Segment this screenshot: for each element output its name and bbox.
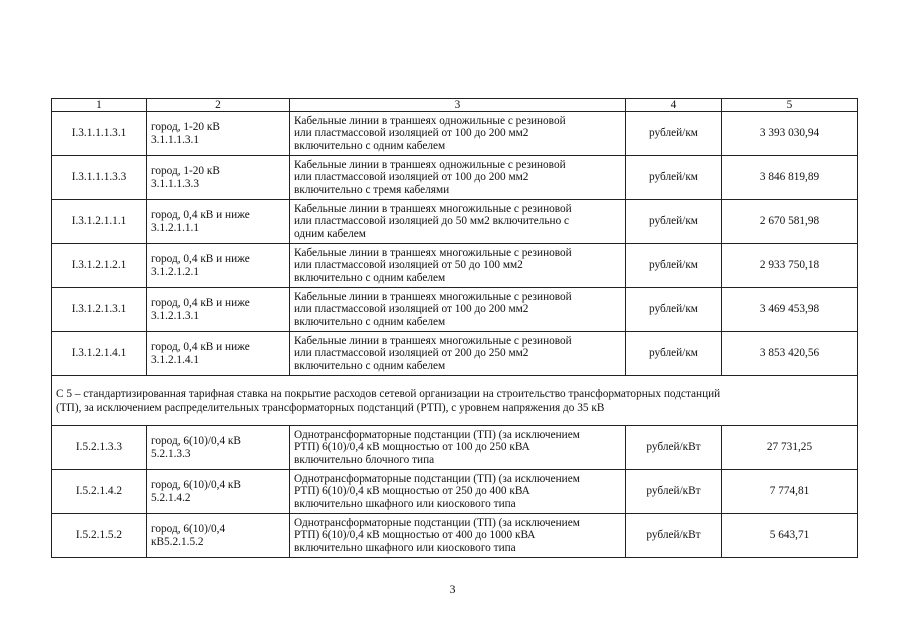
rate-value: 3 846 819,89 — [722, 156, 858, 200]
rate-code: I.3.1.1.1.3.3 — [52, 156, 147, 200]
rate-value: 3 393 030,94 — [722, 112, 858, 156]
page-number: 3 — [449, 582, 456, 596]
rate-code: I.3.1.2.1.2.1 — [52, 244, 147, 288]
location-line: 3.1.1.1.3.1 — [151, 133, 200, 146]
rate-value: 3 469 453,98 — [722, 288, 858, 332]
table-row — [52, 470, 858, 514]
column-number: 3 — [290, 99, 626, 112]
description-line: Кабельные линии в траншеях многожильные с резиновой — [294, 246, 572, 259]
line-description — [290, 332, 626, 376]
rate-code: I.5.2.1.3.3 — [52, 426, 147, 470]
table-row — [52, 156, 858, 200]
location-voltage — [147, 112, 290, 156]
description-line: Однотрансформаторные подстанции (ТП) (за исключением — [294, 516, 580, 529]
unit-of-measure: рублей/км — [626, 200, 722, 244]
description-line: включительно шкафного или киоскового типа — [294, 541, 516, 554]
location-line: кВ5.2.1.5.2 — [151, 535, 204, 548]
rate-value: 2 933 750,18 — [722, 244, 858, 288]
rate-value: 27 731,25 — [722, 426, 858, 470]
location-voltage — [147, 426, 290, 470]
rate-value: 3 853 420,56 — [722, 332, 858, 376]
description-line: включительно шкафного или киоскового типа — [294, 497, 516, 510]
tariff-table — [51, 98, 858, 558]
location-line: 3.1.2.1.4.1 — [151, 353, 200, 366]
table-row — [52, 426, 858, 470]
location-voltage — [147, 244, 290, 288]
description-line: или пластмассовой изоляцией от 100 до 200 мм2 — [294, 171, 529, 184]
unit-of-measure: рублей/км — [626, 112, 722, 156]
location-voltage — [147, 156, 290, 200]
location-line: город, 6(10)/0,4 — [151, 523, 226, 536]
section-header-line: С 5 – стандартизированная тарифная ставка на покрытие расходов сетевой организации на строительство трансформаторных подстанций — [56, 387, 721, 400]
location-line: 3.1.2.1.2.1 — [151, 265, 200, 278]
rate-code: I.3.1.2.1.1.1 — [52, 200, 147, 244]
description-line: Кабельные линии в траншеях многожильные с резиновой — [294, 202, 572, 215]
unit-of-measure: рублей/кВт — [626, 426, 722, 470]
line-description — [290, 470, 626, 514]
description-line: РТП) 6(10)/0,4 кВ мощностью от 250 до 400 кВА — [294, 485, 530, 498]
location-line: город, 1-20 кВ — [151, 165, 220, 178]
description-line: Кабельные линии в траншеях одножильные с резиновой — [294, 158, 566, 171]
location-line: 5.2.1.4.2 — [151, 491, 191, 504]
description-line: одним кабелем — [294, 227, 366, 240]
location-voltage — [147, 200, 290, 244]
column-numbers-row — [52, 99, 858, 112]
location-voltage — [147, 288, 290, 332]
section-header-line: (ТП), за исключением распределительных трансформаторных подстанций (РТП), с уровнем напряжения до 35 кВ — [56, 401, 605, 414]
line-description — [290, 514, 626, 558]
unit-of-measure: рублей/км — [626, 332, 722, 376]
description-line: Однотрансформаторные подстанции (ТП) (за исключением — [294, 472, 580, 485]
description-line: или пластмассовой изоляцией от 100 до 200 мм2 — [294, 303, 529, 316]
location-voltage — [147, 332, 290, 376]
line-description — [290, 426, 626, 470]
location-voltage — [147, 514, 290, 558]
location-line: 3.1.1.1.3.3 — [151, 177, 200, 190]
unit-of-measure: рублей/кВт — [626, 470, 722, 514]
line-description — [290, 156, 626, 200]
location-line: 3.1.2.1.1.1 — [151, 221, 200, 234]
location-line: город, 0,4 кВ и ниже — [151, 297, 250, 310]
description-line: РТП) 6(10)/0,4 кВ мощностью от 100 до 250 кВА — [294, 441, 530, 454]
location-line: город, 0,4 кВ и ниже — [151, 209, 250, 222]
description-line: или пластмассовой изоляцией от 200 до 250 мм2 — [294, 347, 529, 360]
line-description — [290, 112, 626, 156]
column-number: 2 — [147, 99, 290, 112]
location-line: 5.2.1.3.3 — [151, 447, 191, 460]
description-line: или пластмассовой изоляцией от 50 до 100 мм2 — [294, 259, 523, 272]
tariff-table-body — [52, 99, 858, 558]
unit-of-measure: рублей/км — [626, 156, 722, 200]
table-row — [52, 288, 858, 332]
unit-of-measure: рублей/км — [626, 288, 722, 332]
rate-code: I.3.1.2.1.4.1 — [52, 332, 147, 376]
location-line: 3.1.2.1.3.1 — [151, 309, 200, 322]
rate-code: I.5.2.1.5.2 — [52, 514, 147, 558]
table-row — [52, 332, 858, 376]
description-line: Кабельные линии в траншеях многожильные с резиновой — [294, 290, 572, 303]
section-header — [52, 376, 858, 426]
location-line: город, 6(10)/0,4 кВ — [151, 435, 241, 448]
section-header-row — [52, 376, 858, 426]
rate-value: 5 643,71 — [722, 514, 858, 558]
location-line: город, 0,4 кВ и ниже — [151, 253, 250, 266]
location-line: город, 0,4 кВ и ниже — [151, 341, 250, 354]
table-row — [52, 514, 858, 558]
description-line: Однотрансформаторные подстанции (ТП) (за исключением — [294, 428, 580, 441]
rate-code: I.5.2.1.4.2 — [52, 470, 147, 514]
location-voltage — [147, 470, 290, 514]
description-line: или пластмассовой изоляцией до 50 мм2 включительно с — [294, 215, 570, 228]
rate-code: I.3.1.2.1.3.1 — [52, 288, 147, 332]
unit-of-measure: рублей/км — [626, 244, 722, 288]
location-line: город, 6(10)/0,4 кВ — [151, 479, 241, 492]
column-number: 4 — [626, 99, 722, 112]
line-description — [290, 288, 626, 332]
description-line: Кабельные линии в траншеях многожильные с резиновой — [294, 334, 572, 347]
description-line: включительно с одним кабелем — [294, 315, 446, 328]
column-number: 5 — [722, 99, 858, 112]
rate-value: 2 670 581,98 — [722, 200, 858, 244]
description-line: или пластмассовой изоляцией от 100 до 200 мм2 — [294, 127, 529, 140]
description-line: включительно с тремя кабелями — [294, 183, 450, 196]
rate-value: 7 774,81 — [722, 470, 858, 514]
table-row — [52, 112, 858, 156]
description-line: включительно блочного типа — [294, 453, 435, 466]
column-number: 1 — [52, 99, 147, 112]
description-line: РТП) 6(10)/0,4 кВ мощностью от 400 до 1000 кВА — [294, 529, 536, 542]
description-line: включительно с одним кабелем — [294, 271, 446, 284]
table-row — [52, 244, 858, 288]
table-row — [52, 200, 858, 244]
description-line: включительно с одним кабелем — [294, 139, 446, 152]
line-description — [290, 200, 626, 244]
rate-code: I.3.1.1.1.3.1 — [52, 112, 147, 156]
unit-of-measure: рублей/кВт — [626, 514, 722, 558]
location-line: город, 1-20 кВ — [151, 121, 220, 134]
description-line: включительно с одним кабелем — [294, 359, 446, 372]
description-line: Кабельные линии в траншеях одножильные с резиновой — [294, 114, 566, 127]
line-description — [290, 244, 626, 288]
